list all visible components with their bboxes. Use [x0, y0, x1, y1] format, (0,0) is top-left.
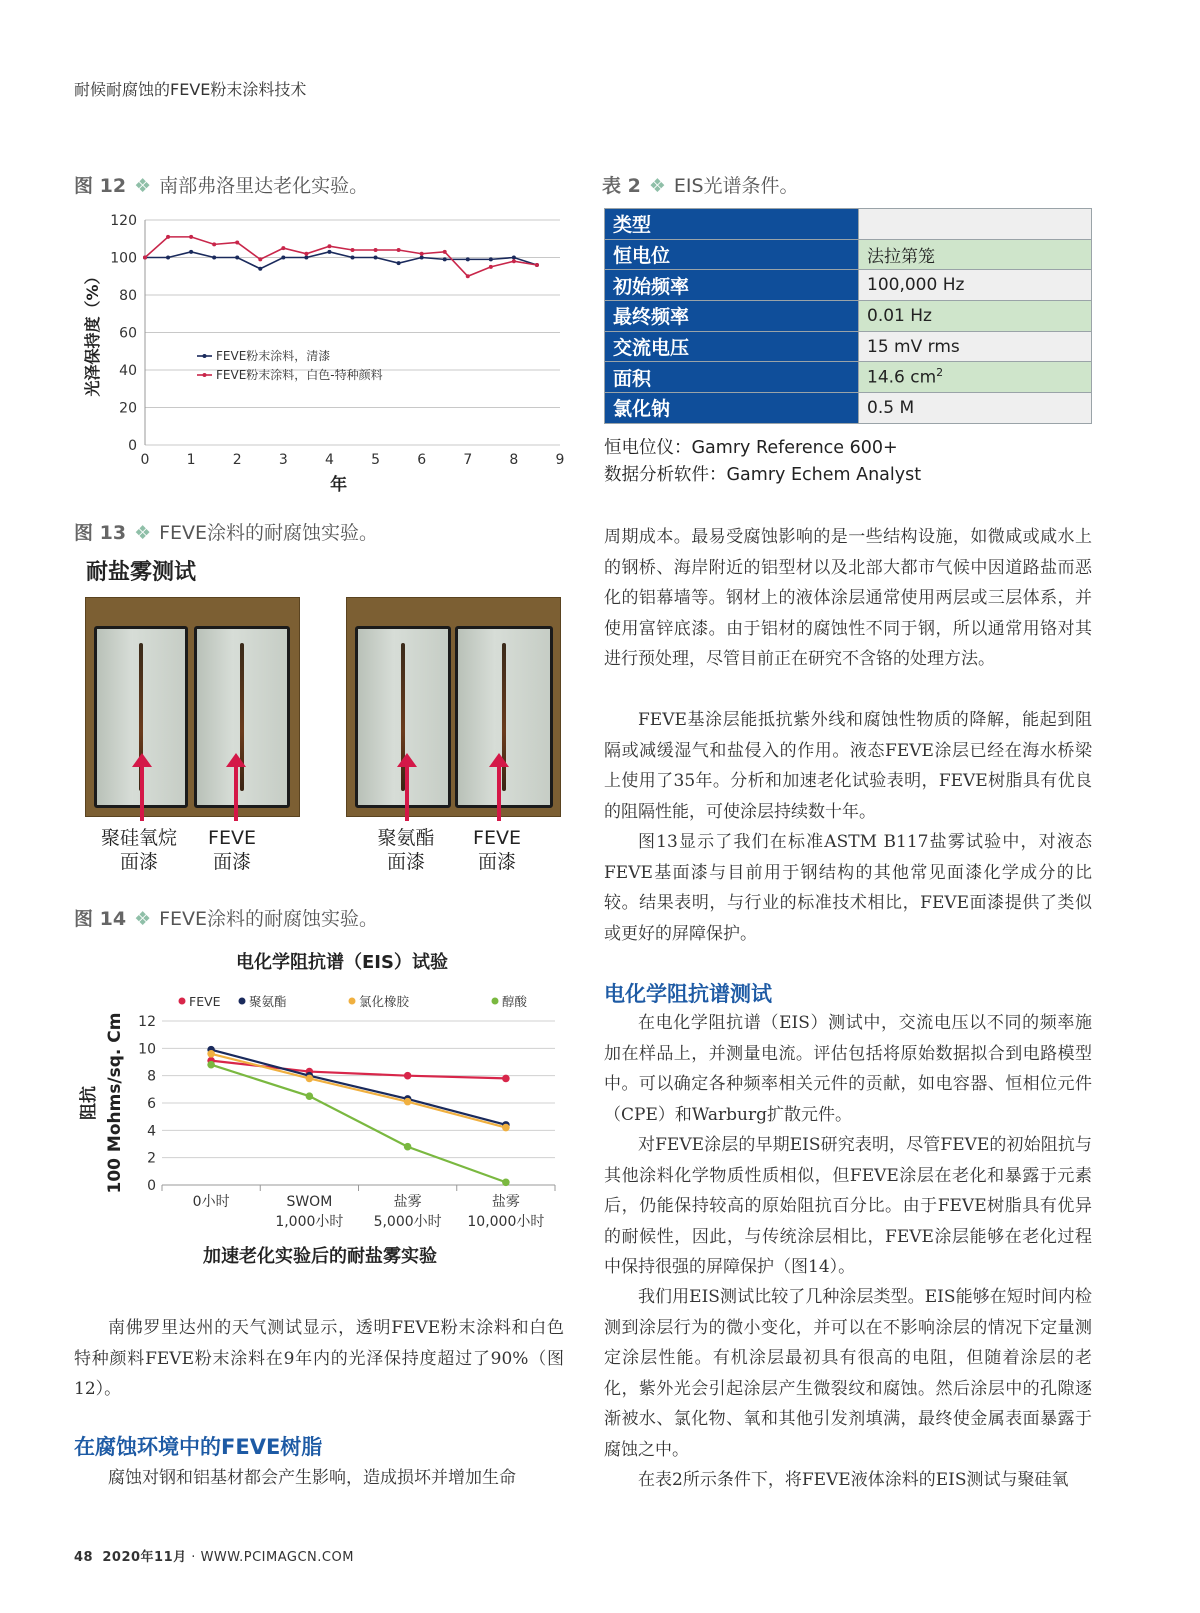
data-point — [327, 250, 331, 254]
photo-label-feve-1: FEVE 面漆 — [208, 827, 256, 873]
data-point — [351, 256, 355, 260]
table2-caption-text: EIS光谱条件。 — [673, 175, 799, 197]
data-point — [502, 1075, 510, 1083]
paragraph: 在表2所示条件下，将FEVE液体涂料的EIS测试与聚硅氧 — [638, 1470, 1069, 1490]
data-point — [189, 235, 193, 239]
data-point — [443, 257, 447, 261]
table-value-cell — [859, 270, 1092, 301]
table-row — [605, 209, 1092, 240]
table2-caption-number: 表 2 — [602, 175, 641, 197]
fig12-caption — [74, 171, 368, 198]
table-key-cell: 氯化钠 — [605, 393, 859, 424]
fig14-caption-number: 图 14 — [74, 908, 127, 930]
y-tick-label: 0 — [128, 438, 137, 454]
table2-note-potentiostat: 恒电位仪：Gamry Reference 600+ — [604, 438, 898, 458]
arrow-up-icon — [405, 765, 409, 821]
table-value-text: 0.5 M — [867, 397, 915, 418]
data-point — [258, 267, 262, 271]
legend-label: 聚氨酯 — [249, 994, 287, 1009]
fig13-caption-number: 图 13 — [74, 522, 127, 544]
legend-marker — [179, 998, 186, 1005]
data-point — [420, 252, 424, 256]
table-value-cell — [859, 331, 1092, 362]
series-line — [211, 1050, 506, 1125]
diamond-icon: ❖ — [134, 908, 152, 930]
x-tick-label: 1,000小时 — [275, 1214, 344, 1230]
data-point — [374, 256, 378, 260]
table-value-cell — [859, 301, 1092, 332]
section-heading: 在腐蚀环境中的FEVE树脂 — [74, 1435, 323, 1459]
paragraph: 腐蚀对钢和铝基材都会产生影响，造成损坏并增加生命 — [108, 1468, 516, 1488]
data-point — [512, 256, 516, 260]
table-value-cell — [859, 362, 1092, 393]
legend-marker — [349, 998, 356, 1005]
y-tick-label: 12 — [138, 1014, 156, 1030]
data-point — [404, 1072, 412, 1080]
x-tick-label: 7 — [463, 452, 473, 468]
data-point — [304, 252, 308, 256]
table-row — [605, 362, 1092, 393]
test-panel — [455, 626, 553, 808]
series-line — [211, 1054, 506, 1128]
table2-note-software: 数据分析软件：Gamry Echem Analyst — [604, 465, 922, 485]
test-panel — [355, 626, 451, 808]
y-tick-label: 8 — [147, 1068, 156, 1085]
x-tick-label: 盐雾 — [393, 1194, 422, 1210]
table-key-cell: 最终频率 — [605, 301, 859, 332]
data-point — [212, 242, 216, 246]
y-axis-title: 光泽保持度（%） — [83, 268, 102, 397]
data-point — [397, 248, 401, 252]
series-line — [145, 237, 537, 276]
table-value-cell — [859, 209, 1092, 240]
data-point — [489, 265, 493, 269]
photo-label-polysiloxane: 聚硅氧烷 面漆 — [100, 827, 177, 873]
y-tick-label: 4 — [147, 1123, 156, 1140]
data-point — [502, 1178, 510, 1186]
paragraph: 对FEVE涂层的早期EIS研究表明，尽管FEVE的初始阻抗与其他涂料化学物质性质相似，但FEVE涂层在老化和暴露于元素后，仍能保持较高的原始阻抗百分比。由于FEVE树脂具有优异的耐候性，因此，与传统涂层相比，FEVE涂层能够在老化过程中保持很强的屏障保护（图14）。 — [604, 1135, 1092, 1277]
y-tick-label: 40 — [119, 363, 137, 379]
data-point — [327, 244, 331, 248]
x-tick-label: 0 — [140, 452, 150, 468]
y-axis-title: 阻抗 — [79, 1086, 99, 1120]
data-point — [258, 257, 262, 261]
table-value-text: 法拉第笼 — [867, 247, 935, 268]
series-line — [211, 1065, 506, 1183]
legend-label: FEVE — [189, 994, 221, 1009]
fig13-caption-text: FEVE涂料的耐腐蚀实验。 — [159, 522, 379, 544]
data-point — [166, 256, 170, 260]
table-key-cell: 恒电位 — [605, 239, 859, 270]
footer-url[interactable]: WWW.PCIMAGCN.COM — [200, 1550, 354, 1565]
data-point — [166, 235, 170, 239]
table-value-cell — [859, 239, 1092, 270]
paragraph: 我们用EIS测试比较了几种涂层类型。EIS能够在短时间内检测到涂层行为的微小变化，并可以在不影响涂层的情况下定量测定涂层性能。有机涂层最初具有很高的电阻，但随着涂层的老化，紫外光会引起涂层产生微裂纹和腐蚀。然后涂层中的孔隙逐渐被水、氯化物、氧和其他引发剂填满，最终使金属表面暴露于腐蚀之中。 — [604, 1287, 1092, 1460]
x-tick-label: 10,000小时 — [467, 1214, 545, 1230]
fig14-chart — [70, 940, 570, 1275]
y-tick-label: 10 — [138, 1041, 156, 1058]
data-point — [489, 257, 493, 261]
table-key-cell: 类型 — [605, 209, 859, 240]
x-tick-label: 5,000小时 — [373, 1214, 442, 1230]
y-tick-label: 120 — [110, 213, 137, 229]
x-tick-label: 2 — [232, 452, 242, 468]
chart-title: 电化学阻抗谱（EIS）试验 — [236, 952, 448, 973]
data-point — [281, 246, 285, 250]
x-tick-label: SWOM — [286, 1194, 333, 1210]
data-point — [235, 241, 239, 245]
scribe-mark — [502, 643, 506, 791]
photo-label-feve-2: FEVE 面漆 — [473, 827, 521, 873]
paragraph: 在电化学阻抗谱（EIS）测试中，交流电压以不同的频率施加在样品上，并测量电流。评估包括将原始数据拟合到电路模型中。可以确定各种频率相关元件的贡献，如电容器、恒相位元件（CPE）和Warburg扩散元件。 — [604, 1013, 1092, 1125]
data-point — [189, 250, 193, 254]
diamond-icon: ❖ — [134, 522, 152, 544]
data-point — [143, 256, 147, 260]
data-point — [512, 259, 516, 263]
paragraph: 图13显示了我们在标准ASTM B117盐雾试验中，对液态FEVE基面漆与目前用于钢结构的其他常见面漆化学成分的比较。结果表明，与行业的标准技术相比，FEVE面漆提供了类似或更好的屏障保护。 — [604, 832, 1092, 944]
table-value-text: 100,000 Hz — [867, 275, 965, 296]
series-line — [145, 252, 537, 269]
diamond-icon: ❖ — [134, 175, 152, 197]
table-key-cell: 初始频率 — [605, 270, 859, 301]
page-footer — [74, 1546, 354, 1565]
data-point — [466, 257, 470, 261]
fig14-caption-text: FEVE涂料的耐腐蚀实验。 — [159, 908, 379, 930]
fig12-chart — [70, 205, 580, 505]
eis-conditions-table — [604, 208, 1092, 424]
diamond-icon: ❖ — [648, 175, 666, 197]
data-point — [281, 256, 285, 260]
y-tick-label: 100 — [110, 250, 137, 267]
fig12-caption-number: 图 12 — [74, 175, 127, 197]
fig12-caption-text: 南部弗洛里达老化实验。 — [159, 175, 369, 197]
data-point — [535, 263, 539, 267]
data-point — [502, 1124, 510, 1132]
x-tick-label: 1 — [186, 452, 196, 468]
data-point — [404, 1143, 412, 1151]
issue-date: 2020年11月 — [102, 1550, 187, 1565]
y-tick-label: 0 — [147, 1178, 156, 1194]
table-value-text: 0.01 Hz — [867, 305, 932, 326]
table-row — [605, 331, 1092, 362]
data-point — [235, 256, 239, 260]
table-row — [605, 301, 1092, 332]
test-panel — [194, 626, 290, 808]
table2-caption — [602, 171, 799, 198]
table-key-cell: 交流电压 — [605, 331, 859, 362]
data-point — [207, 1050, 215, 1058]
table-row — [605, 393, 1092, 424]
arrow-up-icon — [497, 765, 501, 821]
legend-marker — [203, 354, 207, 358]
scribe-mark — [240, 643, 244, 791]
footer-separator: · — [191, 1550, 196, 1565]
x-tick-label: 8 — [509, 452, 519, 468]
arrow-up-icon — [140, 765, 144, 821]
section-heading: 电化学阻抗谱测试 — [604, 982, 772, 1006]
table-value-text: 14.6 cm — [867, 368, 937, 389]
y-tick-label: 80 — [119, 288, 137, 304]
fig14-caption — [74, 904, 378, 931]
data-point — [404, 1098, 412, 1106]
paragraph: 南佛罗里达州的天气测试显示，透明FEVE粉末涂料和白色特种颜料FEVE粉末涂料在9年内的光泽保持度超过了90%（图12）。 — [74, 1318, 564, 1399]
legend-label: FEVE粉末涂料，清漆 — [216, 349, 331, 363]
x-tick-label: 9 — [555, 452, 565, 468]
y-tick-label: 2 — [147, 1150, 156, 1167]
x-tick-label: 3 — [278, 452, 288, 468]
data-point — [397, 261, 401, 265]
fig13-title: 耐盐雾测试 — [86, 560, 197, 585]
y-tick-label: 6 — [147, 1096, 156, 1112]
table-value-text: 15 mV rms — [867, 336, 960, 357]
data-point — [374, 248, 378, 252]
table-value-cell — [859, 393, 1092, 424]
paragraph: 周期成本。最易受腐蚀影响的是一些结构设施，如微咸或咸水上的钢桥、海岸附近的铝型材以及北部大都市气候中因道路盐而恶化的铝幕墙等。钢材上的液体涂层通常使用两层或三层体系，并使用富锌底漆。由于铝材的腐蚀性不同于钢，所以通常用铬对其进行预处理，尽管目前正在研究不含铬的处理方法。 — [604, 527, 1092, 669]
legend-marker — [239, 998, 246, 1005]
salt-spray-photo-left — [85, 597, 300, 817]
paragraph: FEVE基涂层能抵抗紫外线和腐蚀性物质的降解，能起到阻隔或减缓湿气和盐侵入的作用。液态FEVE涂层已经在海水桥梁上使用了35年。分析和加速老化试验表明，FEVE树脂具有优良的阻隔性能，可使涂层持续数十年。 — [604, 710, 1092, 822]
arrow-up-icon — [234, 765, 238, 821]
x-axis-title: 加速老化实验后的耐盐雾实验 — [203, 1246, 437, 1267]
table-row — [605, 270, 1092, 301]
legend-label: 醇酸 — [502, 994, 528, 1009]
table-row — [605, 239, 1092, 270]
legend-marker — [492, 998, 499, 1005]
y-tick-label: 60 — [119, 325, 137, 342]
data-point — [443, 250, 447, 254]
page-number: 48 — [74, 1550, 94, 1565]
x-tick-label: 4 — [324, 452, 334, 468]
data-point — [306, 1075, 314, 1083]
y-axis-title: 100 Mohms/sq. Cm — [105, 1012, 125, 1194]
table-key-cell: 面积 — [605, 362, 859, 393]
data-point — [306, 1092, 314, 1100]
x-tick-label: 5 — [371, 452, 381, 468]
data-point — [212, 256, 216, 260]
legend-marker — [203, 373, 207, 377]
data-point — [466, 274, 470, 278]
x-tick-label: 0小时 — [192, 1194, 230, 1210]
data-point — [420, 256, 424, 260]
legend-label: FEVE粉末涂料，白色-特种颜料 — [216, 368, 383, 382]
x-tick-label: 6 — [417, 452, 427, 468]
y-tick-label: 20 — [119, 400, 137, 417]
running-head: 耐候耐腐蚀的FEVE粉末涂料技术 — [74, 80, 307, 99]
x-tick-label: 盐雾 — [491, 1194, 520, 1210]
x-axis-title: 年 — [330, 475, 348, 495]
legend-label: 氯化橡胶 — [359, 994, 410, 1009]
data-point — [351, 248, 355, 252]
salt-spray-photo-right — [346, 597, 561, 817]
fig13-caption — [74, 518, 378, 545]
data-point — [207, 1061, 215, 1069]
data-point — [304, 256, 308, 260]
photo-label-polyurethane: 聚氨酯 面漆 — [377, 827, 435, 873]
superscript: 2 — [936, 366, 944, 380]
